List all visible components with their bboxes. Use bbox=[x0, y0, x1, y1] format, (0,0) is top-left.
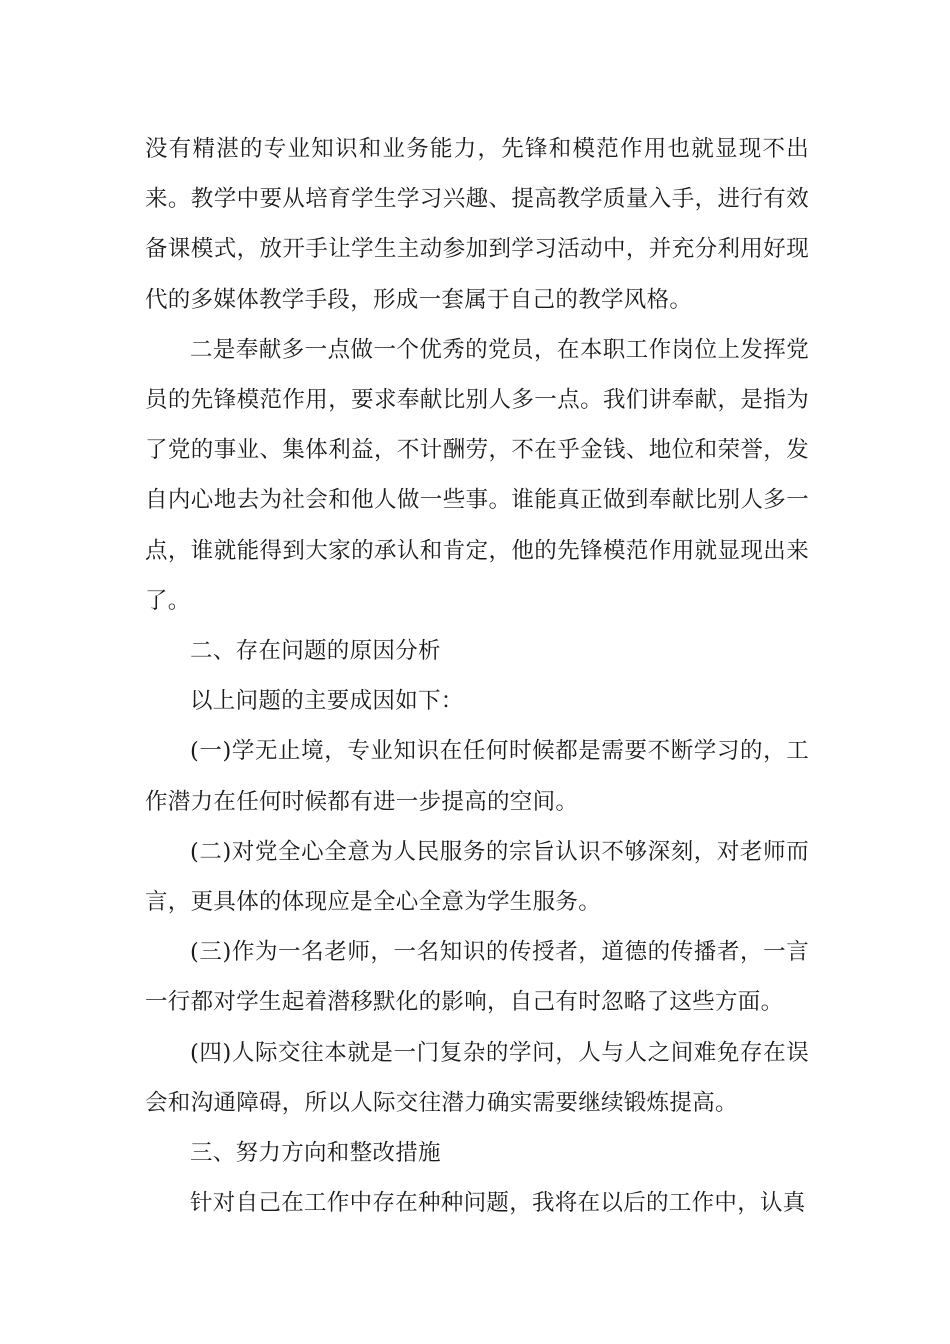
paragraph-measures-start: 针对自己在工作中存在种种问题，我将在以后的工作中，认真 bbox=[190, 1190, 806, 1217]
paragraph-cause-1: (一)学无止境，专业知识在任何时候都是需要不断学习的，工作潜力在任何时候都有进一步提高的空间。 bbox=[145, 738, 809, 815]
section-heading-cause-analysis: 二、存在问题的原因分析 bbox=[190, 638, 441, 665]
paragraph-cause-4: (四)人际交往本就是一门复杂的学问，人与人之间难免存在误会和沟通障碍，所以人际交往潜力确实需要继续锻炼提高。 bbox=[145, 1039, 809, 1116]
document-body bbox=[145, 124, 809, 1228]
paragraph-intro-causes: 以上问题的主要成因如下： bbox=[190, 688, 464, 715]
section-heading-measures: 三、努力方向和整改措施 bbox=[190, 1140, 441, 1167]
paragraph-cause-2: (二)对党全心全意为人民服务的宗旨认识不够深刻，对老师而言，更具体的体现应是全心全意为学生服务。 bbox=[145, 838, 809, 916]
paragraph-cause-3: (三)作为一名老师，一名知识的传授者，道德的传播者，一言一行都对学生起着潜移默化的影响，自己有时忽略了这些方面。 bbox=[145, 939, 809, 1016]
paragraph-continued: 没有精湛的专业知识和业务能力，先锋和模范作用也就显现不出来。教学中要从培育学生学习兴趣、提高教学质量入手，进行有效备课模式，放开手让学生主动参加到学习活动中，并充分利用好现代的多媒体教学手段，形成一套属于自己的教学风格。 bbox=[145, 136, 809, 313]
paragraph-dedication: 二是奉献多一点做一个优秀的党员，在本职工作岗位上发挥党员的先锋模范作用，要求奉献比别人多一点。我们讲奉献，是指为了党的事业、集体利益，不计酬劳，不在乎金钱、地位和荣誉，发自内心地去为社会和他人做一些事。谁能真正做到奉献比别人多一点，谁就能得到大家的承认和肯定，他的先锋模范作用就显现出来了。 bbox=[145, 336, 809, 614]
